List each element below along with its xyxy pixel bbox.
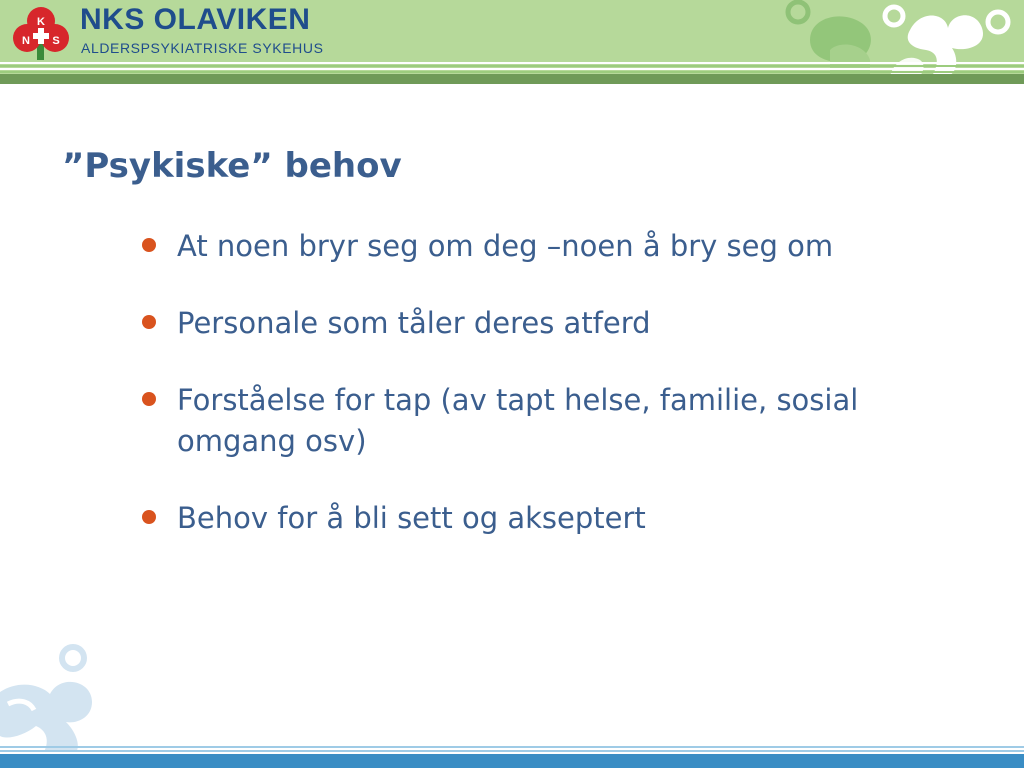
org-subtitle: ALDERSPSYKIATRISKE SYKEHUS <box>81 40 324 56</box>
bullet-dot-icon <box>142 315 156 329</box>
nks-logo-icon <box>10 4 72 62</box>
org-name: NKS OLAVIKEN <box>80 3 311 36</box>
bullet-item <box>142 498 922 539</box>
decoration-figure-icon <box>0 640 130 752</box>
logo-letter-n: N <box>22 35 30 47</box>
header-divider <box>0 62 1024 84</box>
bullet-list <box>142 226 922 575</box>
slide-title: ”Psykiske” behov <box>62 146 402 186</box>
logo-letter-k: K <box>37 16 45 28</box>
bullet-text: Forståelse for tap (av tapt helse, familie, sosial omgang osv) <box>177 383 859 458</box>
bullet-dot-icon <box>142 392 156 406</box>
bullet-item <box>142 303 922 344</box>
bullet-item <box>142 380 922 462</box>
bullet-dot-icon <box>142 510 156 524</box>
footer-band <box>0 746 1024 768</box>
bullet-item <box>142 226 922 267</box>
logo-letter-s: S <box>52 35 60 47</box>
bullet-text: At noen bryr seg om deg –noen å bry seg om <box>177 229 834 263</box>
bullet-text: Behov for å bli sett og akseptert <box>177 501 646 535</box>
bullet-dot-icon <box>142 238 156 252</box>
bullet-text: Personale som tåler deres atferd <box>177 306 651 340</box>
